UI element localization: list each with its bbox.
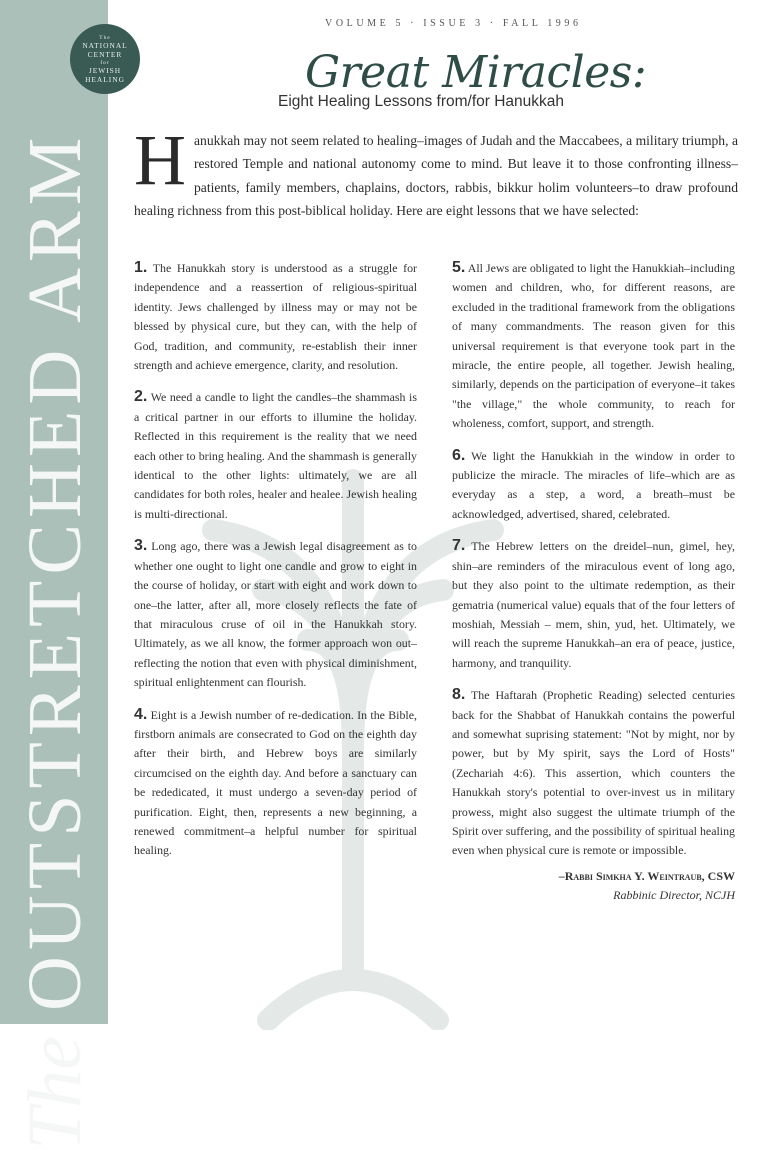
lesson-text: Eight is a Jewish number of re-dedication. In the Bible, firstborn animals are consecrated to God on the eighth day after their birth, and Hebrew boys are similarly circumcised on the eighth day. And before a sanctuary can be rededicated, it must undergo a seven-day period of purification. Eight, then, represents a new beginning, a renewed commitment–a helpful number for spiritual healing. <box>134 707 417 858</box>
issue-line: VOLUME 5 · ISSUE 3 · FALL 1996 <box>325 18 582 29</box>
lesson-number: 8. <box>452 686 466 704</box>
lesson-item <box>134 258 417 375</box>
masthead-vertical <box>0 131 110 1150</box>
logo-line: JEWISH <box>88 66 122 76</box>
lesson-number: 3. <box>134 537 148 555</box>
lesson-item <box>134 705 417 861</box>
logo-line: HEALING <box>85 74 125 84</box>
left-column <box>134 258 417 873</box>
lesson-text: We need a candle to light the candles–the shammash is a critical partner in our efforts to illumine the holiday. Reflected in this requirement is the reality that we need each other to bring healing. And the shammash is generally identical to the other lights: ultimately, we are all candidates for both roles, healer and healee. Jewish healing is multi-directional. <box>134 390 417 521</box>
logo-line: The <box>99 34 111 41</box>
lesson-text: The Hanukkah story is understood as a struggle for independence and a reassertion of religious-spiritual identity. Jews challenged by illness may or may not be blessed by physical cure, but they can, with the help of God, tradition, and community, re-establish their inner strength and achieve emergence, clarity, and resolution. <box>134 261 418 373</box>
lesson-text: The Hebrew letters on the dreidel–nun, gimel, hey, shin–are reminders of the miraculous event of long ago, but they also point to the ultimate redemption, as their gematria (numerical value) equals that of the four letters of moshiah, Messiah – mem, shin, yud, het. Ultimately, we will reach the supreme Hanukkah–an era of peace, justice, harmony, and tranquility. <box>452 539 735 670</box>
lesson-text: We light the Hanukkiah in the window in order to publicize the miracle. The miracles of life–which are as everyday as a step, a word, a breath–must be acknowledged, advertised, shared, celebrated. <box>452 448 735 521</box>
lesson-text: The Haftarah (Prophetic Reading) selected centuries back for the Shabbat of Hanukkah contains the powerful and somewhat suprising statement: "Not by might, nor by power, but by My spirit, says the Lord of Hosts" (Zechariah 4:6). This assertion, which counters the Hanukkah story's potential to over-invest us in military prowess, might also suggest the ultimate triumph of the Spirit over suffering, and the possibility of spiritual healing even when physical cure is remote or impossible. <box>452 688 735 858</box>
masthead-prefix: The <box>13 1036 97 1150</box>
lesson-item <box>452 536 735 673</box>
article-title: Great Miracles: <box>305 47 647 98</box>
logo-line: CENTER <box>87 49 123 59</box>
right-column <box>452 258 735 905</box>
lesson-number: 6. <box>452 446 466 464</box>
lesson-item <box>452 258 735 434</box>
lesson-item <box>134 387 417 524</box>
lesson-number: 5. <box>452 259 466 276</box>
lesson-number: 4. <box>134 705 148 723</box>
logo-line: NATIONAL <box>82 41 128 51</box>
masthead-main: OUTSTRETCHED ARM <box>13 131 97 1011</box>
lesson-item <box>452 446 735 525</box>
intro-text: anukkah may not seem related to healing–images of Judah and the Maccabees, a military triumph, a restored Temple and national autonomy come to mind. But leave it to those confronting illness–patients, family members, chaplains, doctors, rabbis, bikkur holim volunteers–to draw profound healing richness from this post-biblical holiday. Here are eight lessons that we have selected: <box>134 133 738 219</box>
lesson-item <box>452 685 735 861</box>
intro-paragraph <box>134 120 738 223</box>
lesson-number: 2. <box>134 388 148 406</box>
lesson-number: 1. <box>134 259 148 276</box>
author-role: Rabbinic Director, NCJH <box>613 887 735 902</box>
lesson-number: 7. <box>452 537 466 555</box>
logo-line: for <box>100 60 110 66</box>
lesson-item <box>134 536 417 692</box>
lesson-text: All Jews are obligated to light the Hanukkiah–including women and children, who, for different reasons, are excluded in the traditional framework from the obligations of many commandments. The reason given for this universal requirement is that everyone took part in the miracle, the entire people, all together. Jewish healing, similarly, depends on the participation of everyone–it takes "the village," the whole community, to reach for wholeness, comfort, support, and strength. <box>452 261 735 431</box>
author-name: –Rabbi Simkha Y. Weintraub, CSW <box>558 868 735 883</box>
lesson-text: Long ago, there was a Jewish legal disagreement as to whether one ought to light one candle and grow to eight in the course of holiday, or start with eight and work down to one–the latter, after all, more closely reflects the fate of that miraculous cruse of oil in the Hanukkah story. Ultimately, as we all know, the former approach won out–reflecting the notion that even with physical diminishment, spiritual enlightenment can flourish. <box>134 539 417 690</box>
ncjh-logo <box>70 24 140 94</box>
article-subtitle: Eight Healing Lessons from/for Hanukkah <box>278 93 565 110</box>
signature-block <box>452 867 735 905</box>
drop-cap: H <box>134 120 186 200</box>
